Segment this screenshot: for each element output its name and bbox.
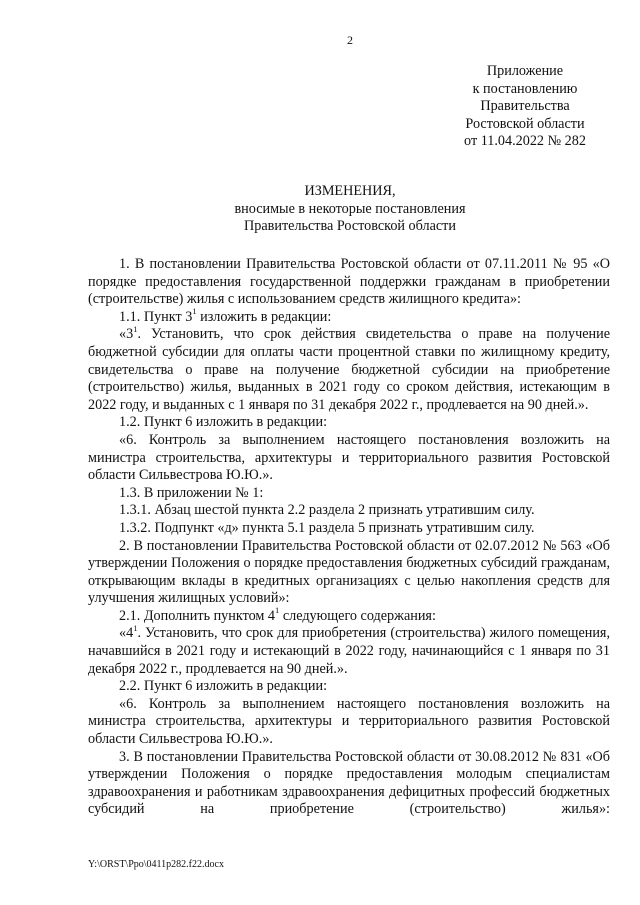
- file-path-footer: Y:\ORST\Ppo\0411p282.f22.docx: [88, 859, 224, 870]
- paragraph-text: «4: [119, 625, 134, 642]
- appendix-line: Ростовской области: [465, 115, 585, 132]
- paragraph: [88, 323, 610, 414]
- paragraph: 2. В постановлении Правительства Ростовской области от 02.07.2012 № 563 «Об утверждении Положения о порядке предоставления бюджетных субсидий гражданам, открывающим вклады в кредитных организациях с целью накопления средств для улучшения жилищных условий»:: [88, 537, 610, 607]
- paragraph-text: . Установить, что срок для приобретения (строительства) жилого помещения, начавшийся в 2021 году и истекающий в 2022 году, начинающийся с 1 января по 31 декабря 2022 г., продлевается на 90 дней.».: [88, 625, 610, 677]
- paragraph: 1.3. В приложении № 1:: [119, 484, 264, 501]
- paragraph-text: . Установить, что срок действия свидетельства о праве на получение бюджетной субсидии для оплаты части процентной ставки по жилищному кредиту, свидетельства о праве на получение бюджетной субсидии на приобретение (строительство) жилья, выданных в 2021 году со сроком действия, истекающим в 2022 году, и выданных с 1 января по 31 декабря 2022 г., продлевается на 90 дней.».: [88, 326, 610, 413]
- paragraph: 1.2. Пункт 6 изложить в редакции:: [119, 414, 328, 431]
- superscript: 1: [275, 605, 280, 616]
- paragraph: [88, 622, 610, 678]
- paragraph-text: 2.1. Дополнить пунктом 4: [119, 607, 276, 624]
- title-subtitle: Правительства Ростовской области: [244, 218, 456, 235]
- paragraph: 3. В постановлении Правительства Ростовской области от 30.08.2012 № 831 «Об утверждении Положения о порядке предоставления молодым специалистам здравоохранения и работникам здравоохранения дефицитных профессий бюджетных субсидий на приобретение (строительство) жилья»:: [88, 748, 610, 818]
- paragraph: [88, 605, 610, 626]
- paragraph-text: следующего содержания:: [279, 607, 436, 624]
- page-number: 2: [347, 33, 353, 47]
- paragraph: 2.2. Пункт 6 изложить в редакции:: [119, 678, 328, 695]
- appendix-line: к постановлению: [472, 80, 578, 97]
- document-body: [88, 256, 610, 819]
- document-title: [150, 183, 550, 236]
- paragraph: 1.3.1. Абзац шестой пункта 2.2 раздела 2 признать утратившим силу.: [119, 502, 535, 519]
- superscript: 1: [133, 622, 138, 633]
- paragraph-text: изложить в редакции:: [196, 308, 332, 325]
- appendix-block: [440, 63, 610, 151]
- appendix-line: Правительства: [480, 98, 570, 115]
- paragraph-text: «3: [119, 326, 134, 343]
- paragraph-text: 1.1. Пункт 3: [119, 308, 193, 325]
- paragraph: 1.3.2. Подпункт «д» пункта 5.1 раздела 5 признать утратившим силу.: [119, 519, 535, 536]
- title-heading: ИЗМЕНЕНИЯ,: [304, 183, 396, 199]
- paragraph: 1. В постановлении Правительства Ростовской области от 07.11.2011 № 95 «О порядке предоставления государственной поддержки гражданам в приобретении (строительстве) жилья с использованием средств жилищного кредита»:: [88, 256, 610, 308]
- superscript: 1: [192, 306, 197, 317]
- paragraph: «6. Контроль за выполнением настоящего постановления возложить на министра строительства, архитектуры и территориального развития Ростовской области Сильвестрова Ю.Ю.».: [88, 431, 610, 484]
- superscript: 1: [133, 323, 138, 334]
- appendix-line: от 11.04.2022 № 282: [464, 133, 586, 150]
- appendix-line: Приложение: [486, 63, 564, 79]
- paragraph: «6. Контроль за выполнением настоящего постановления возложить на министра строительства, архитектуры и территориального развития Ростовской области Сильвестрова Ю.Ю.».: [88, 695, 610, 748]
- paragraph: [88, 306, 610, 327]
- title-subtitle: вносимые в некоторые постановления: [234, 200, 466, 217]
